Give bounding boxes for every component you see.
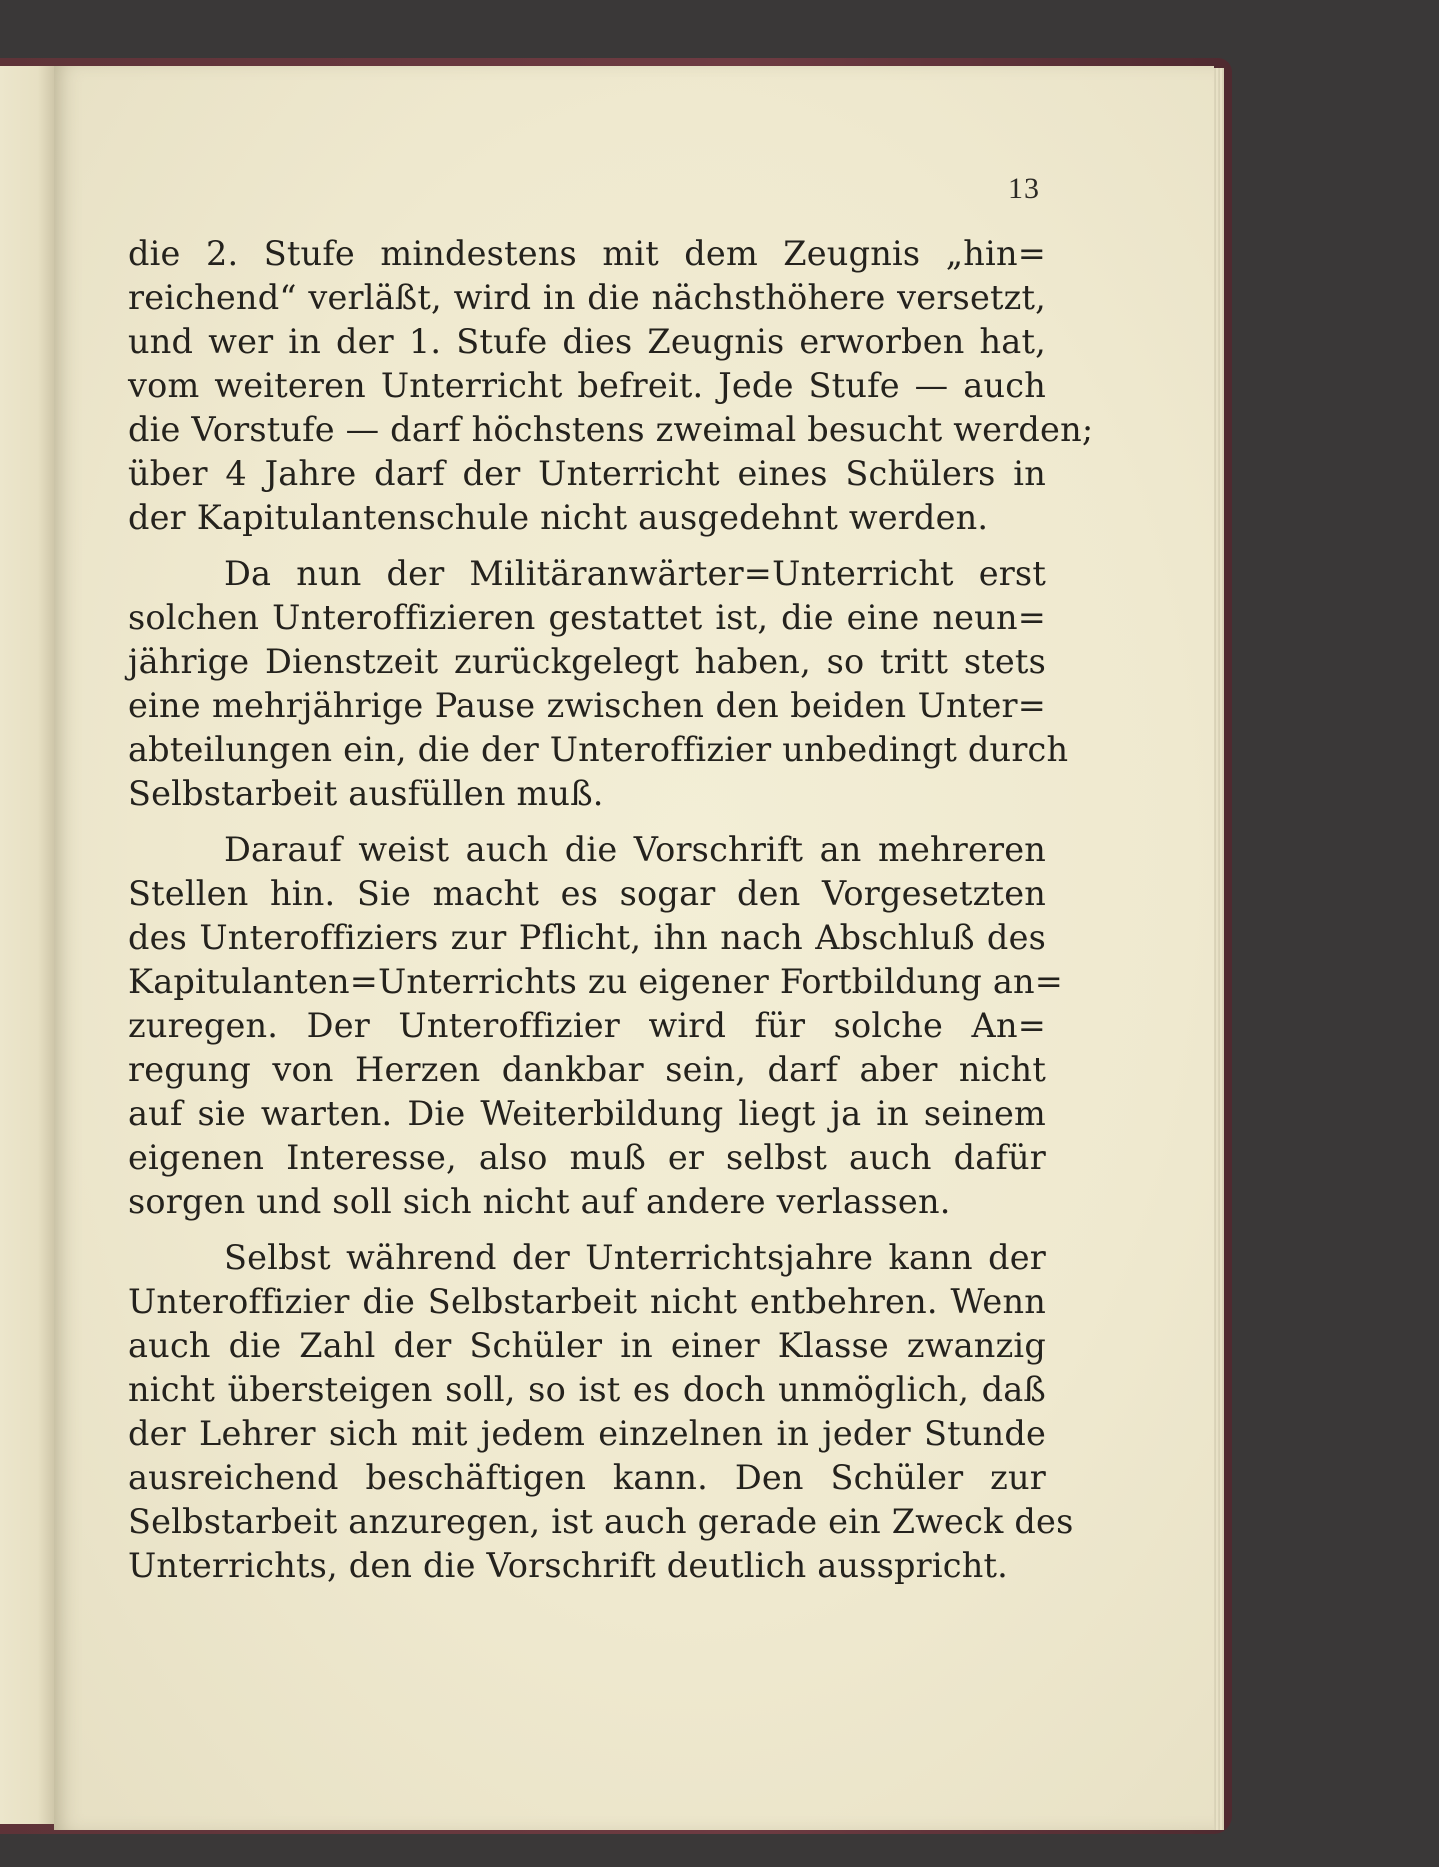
text-line: über 4 Jahre darf der Unterricht eines Schülers in [128,454,1046,493]
text-line: Unteroffizier die Selbstarbeit nicht entbehren. Wenn [128,1282,1046,1321]
text-line: jährige Dienstzeit zurückgelegt haben, so tritt stets [128,642,1046,681]
text-line: und wer in der 1. Stufe dies Zeugnis erworben hat, [128,322,1046,361]
paragraph-4 [128,1236,1074,1588]
text-line: der Lehrer sich mit jedem einzelnen in jeder Stunde [128,1414,1046,1453]
text-line: des Unteroffiziers zur Pflicht, ihn nach Abschluß des [128,918,1046,957]
text-line: vom weiteren Unterricht befreit. Jede Stufe — auch [128,366,1046,405]
text-line: nicht übersteigen soll, so ist es doch unmöglich, daß [128,1370,1046,1409]
page-number: 13 [1008,172,1040,205]
text-line: Stellen hin. Sie macht es sogar den Vorgesetzten [128,874,1046,913]
page-text [128,232,1094,1600]
text-line: die 2. Stufe mindestens mit dem Zeugnis „hin= [128,234,1046,273]
text-line: eigenen Interesse, also muß er selbst auch dafür [128,1138,1046,1177]
text-line: Darauf weist auch die Vorschrift an mehreren [224,830,1046,869]
text-line: Selbstarbeit ausfüllen muß. [128,774,604,813]
paragraph-3 [128,828,1064,1224]
text-line: zuregen. Der Unteroffizier wird für solche An= [128,1006,1046,1045]
text-line: ausreichend beschäftigen kann. Den Schüler zur [128,1458,1046,1497]
text-line: abteilungen ein, die der Unteroffizier unbedingt durch [128,730,1069,769]
text-line: der Kapitulantenschule nicht ausgedehnt werden. [128,498,989,537]
text-line: eine mehrjährige Pause zwischen den beiden Unter= [128,686,1046,725]
text-line: Da nun der Militäranwärter=Unterricht erst [224,554,1046,593]
text-line: solchen Unteroffizieren gestattet ist, die eine neun= [128,598,1046,637]
text-line: Selbstarbeit anzuregen, ist auch gerade ein Zweck des [128,1502,1074,1541]
text-line: die Vorstufe — darf höchstens zweimal besucht werden; [128,410,1094,449]
text-line: Unterrichts, den die Vorschrift deutlich ausspricht. [128,1546,1008,1585]
text-line: Kapitulanten=Unterrichts zu eigener Fortbildung an= [128,962,1064,1001]
text-line: Selbst während der Unterrichtsjahre kann der [224,1238,1046,1277]
text-line: auf sie warten. Die Weiterbildung liegt ja in seinem [128,1094,1046,1133]
paragraph-2 [128,552,1069,816]
text-line: reichend“ verläßt, wird in die nächsthöhere versetzt, [128,278,1046,317]
text-line: regung von Herzen dankbar sein, darf aber nicht [128,1050,1046,1089]
facing-page-edge [0,66,54,1824]
paragraph-1 [128,232,1094,540]
text-line: auch die Zahl der Schüler in einer Klasse zwanzig [128,1326,1046,1365]
text-line: sorgen und soll sich nicht auf andere verlassen. [128,1182,951,1221]
